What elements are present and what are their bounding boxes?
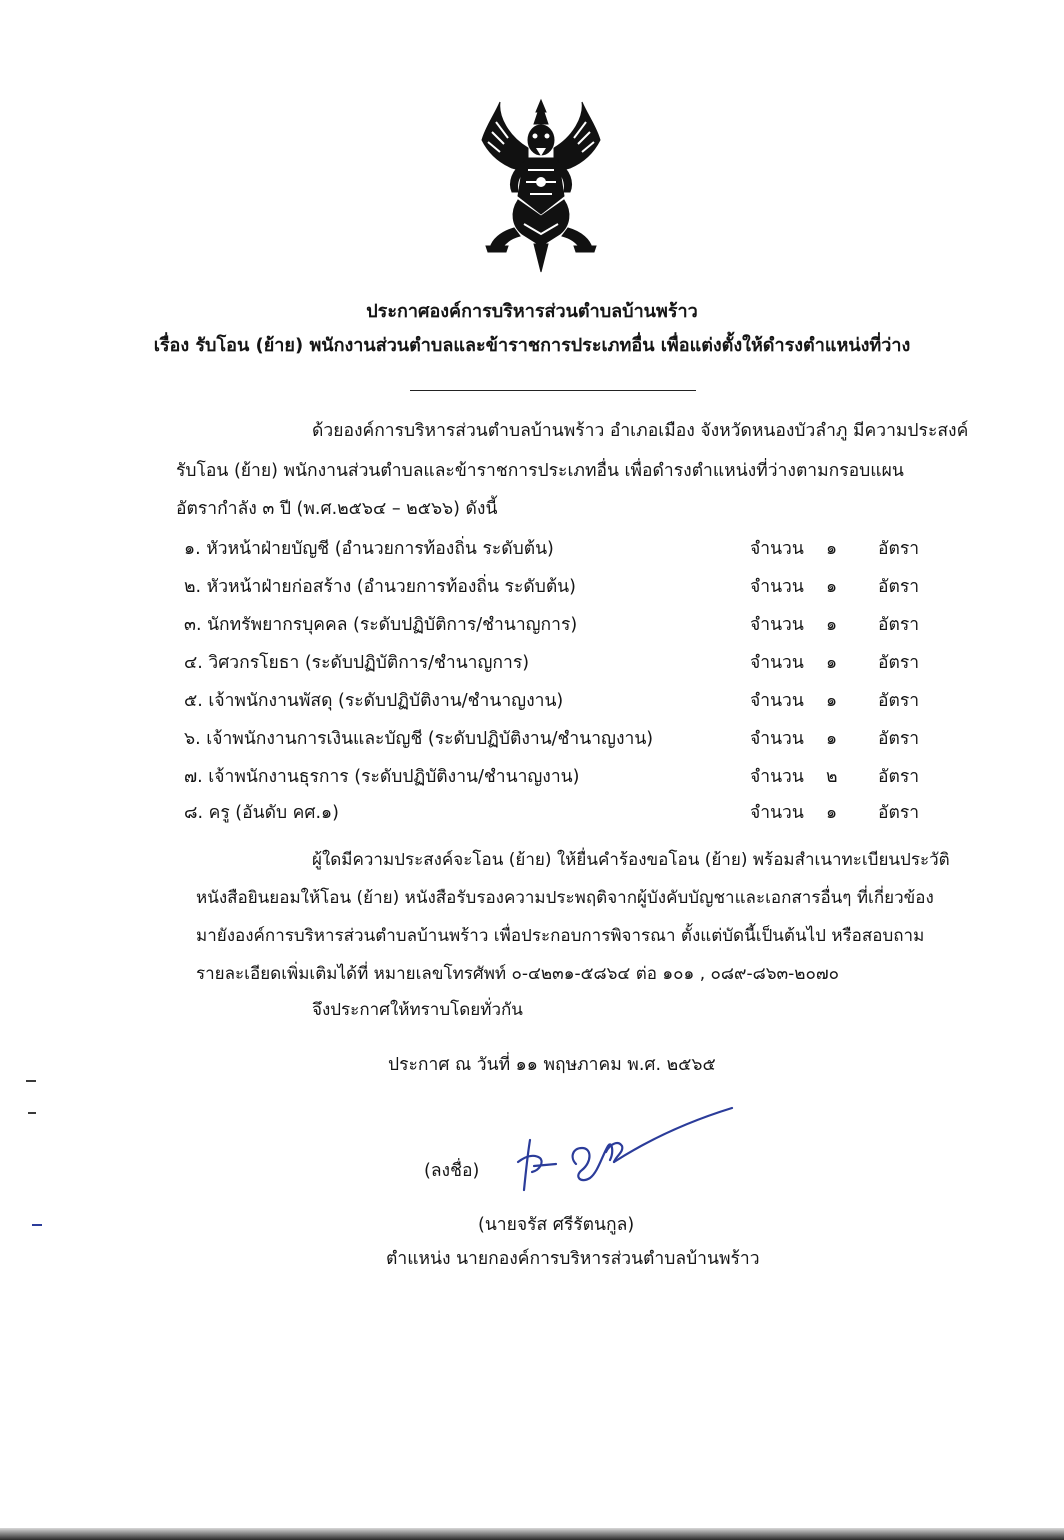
count-label: จำนวน: [750, 539, 804, 559]
count-unit: อัตรา: [878, 691, 920, 711]
position-name: ๖. เจ้าพนักงานการเงินและบัญชี (ระดับปฏิบัติงาน/ชำนาญงาน): [184, 729, 654, 749]
intro-line-1: ด้วยองค์การบริหารส่วนตำบลบ้านพร้าว อำเภอเมือง จังหวัดหนองบัวลำภู มีความประสงค์: [312, 421, 969, 441]
position-count: ๑: [826, 539, 838, 559]
signer-position: ตำแหน่ง นายกองค์การบริหารส่วนตำบลบ้านพร้าว: [386, 1249, 760, 1269]
position-name: ๒. หัวหน้าฝ่ายก่อสร้าง (อำนวยการท้องถิ่น ระดับต้น): [184, 577, 576, 597]
count-label: จำนวน: [750, 729, 804, 749]
sign-label: (ลงชื่อ): [424, 1161, 480, 1181]
count-label: จำนวน: [750, 615, 804, 635]
handwritten-signature: [510, 1100, 750, 1200]
announcement-title: ประกาศองค์การบริหารส่วนตำบลบ้านพร้าว: [366, 301, 698, 322]
count-unit: อัตรา: [878, 577, 920, 597]
count-label: จำนวน: [750, 767, 804, 787]
count-unit: อัตรา: [878, 539, 920, 559]
position-name: ๑. หัวหน้าฝ่ายบัญชี (อำนวยการท้องถิ่น ระดับต้น): [184, 539, 554, 559]
date-line: ประกาศ ณ วันที่ ๑๑ พฤษภาคม พ.ศ. ๒๕๖๕: [388, 1055, 716, 1075]
count-unit: อัตรา: [878, 803, 920, 823]
body-line-1: ผู้ใดมีความประสงค์จะโอน (ย้าย) ให้ยื่นคำร้องขอโอน (ย้าย) พร้อมสำเนาทะเบียนประวัติ: [312, 850, 950, 870]
position-name: ๔. วิศวกรโยธา (ระดับปฏิบัติการ/ชำนาญการ): [184, 653, 530, 673]
count-label: จำนวน: [750, 803, 804, 823]
count-label: จำนวน: [750, 653, 804, 673]
closing-line: จึงประกาศให้ทราบโดยทั่วกัน: [312, 1000, 523, 1020]
position-name: ๘. ครู (อันดับ คศ.๑): [184, 803, 339, 823]
garuda-emblem-icon: [478, 96, 604, 276]
body-line-4: รายละเอียดเพิ่มเติมได้ที่ หมายเลขโทรศัพท์ ๐-๔๒๓๑-๕๘๖๔ ต่อ ๑๐๑ , ๐๘๙-๘๖๓-๒๐๗๐: [196, 964, 840, 984]
position-count: ๒: [826, 767, 838, 787]
count-unit: อัตรา: [878, 767, 920, 787]
position-count: ๑: [826, 577, 838, 597]
count-unit: อัตรา: [878, 615, 920, 635]
count-unit: อัตรา: [878, 653, 920, 673]
position-name: ๕. เจ้าพนักงานพัสดุ (ระดับปฏิบัติงาน/ชำนาญงาน): [184, 691, 564, 711]
scan-mark: [26, 1080, 36, 1082]
position-name: ๓. นักทรัพยากรบุคคล (ระดับปฏิบัติการ/ชำนาญการ): [184, 615, 578, 635]
position-count: ๑: [826, 615, 838, 635]
divider-line: [410, 390, 696, 391]
position-count: ๑: [826, 653, 838, 673]
scan-mark: [32, 1224, 42, 1226]
intro-line-2: รับโอน (ย้าย) พนักงานส่วนตำบลและข้าราชการประเภทอื่น เพื่อดำรงตำแหน่งที่ว่างตามกรอบแผน: [176, 461, 904, 481]
body-line-2: หนังสือยินยอมให้โอน (ย้าย) หนังสือรับรองความประพฤติจากผู้บังคับบัญชาและเอกสารอื่นๆ ที่เกี่ยวข้อง: [196, 888, 934, 908]
scan-edge: [0, 1528, 1064, 1540]
scan-mark: [28, 1112, 36, 1114]
announcement-subject: เรื่อง รับโอน (ย้าย) พนักงานส่วนตำบลและข้าราชการประเภทอื่น เพื่อแต่งตั้งให้ดำรงตำแหน่งที่ว่าง: [153, 335, 911, 356]
count-unit: อัตรา: [878, 729, 920, 749]
count-label: จำนวน: [750, 691, 804, 711]
position-count: ๑: [826, 803, 838, 823]
position-count: ๑: [826, 691, 838, 711]
count-label: จำนวน: [750, 577, 804, 597]
signer-name: (นายจรัส ศรีรัตนกูล): [478, 1215, 635, 1235]
position-count: ๑: [826, 729, 838, 749]
position-name: ๗. เจ้าพนักงานธุรการ (ระดับปฏิบัติงาน/ชำนาญงาน): [184, 767, 580, 787]
intro-line-3: อัตรากำลัง ๓ ปี (พ.ศ.๒๕๖๔ – ๒๕๖๖) ดังนี้: [176, 499, 498, 519]
body-line-3: มายังองค์การบริหารส่วนตำบลบ้านพร้าว เพื่อประกอบการพิจารณา ตั้งแต่บัดนี้เป็นต้นไป หรือสอบถาม: [196, 926, 925, 946]
